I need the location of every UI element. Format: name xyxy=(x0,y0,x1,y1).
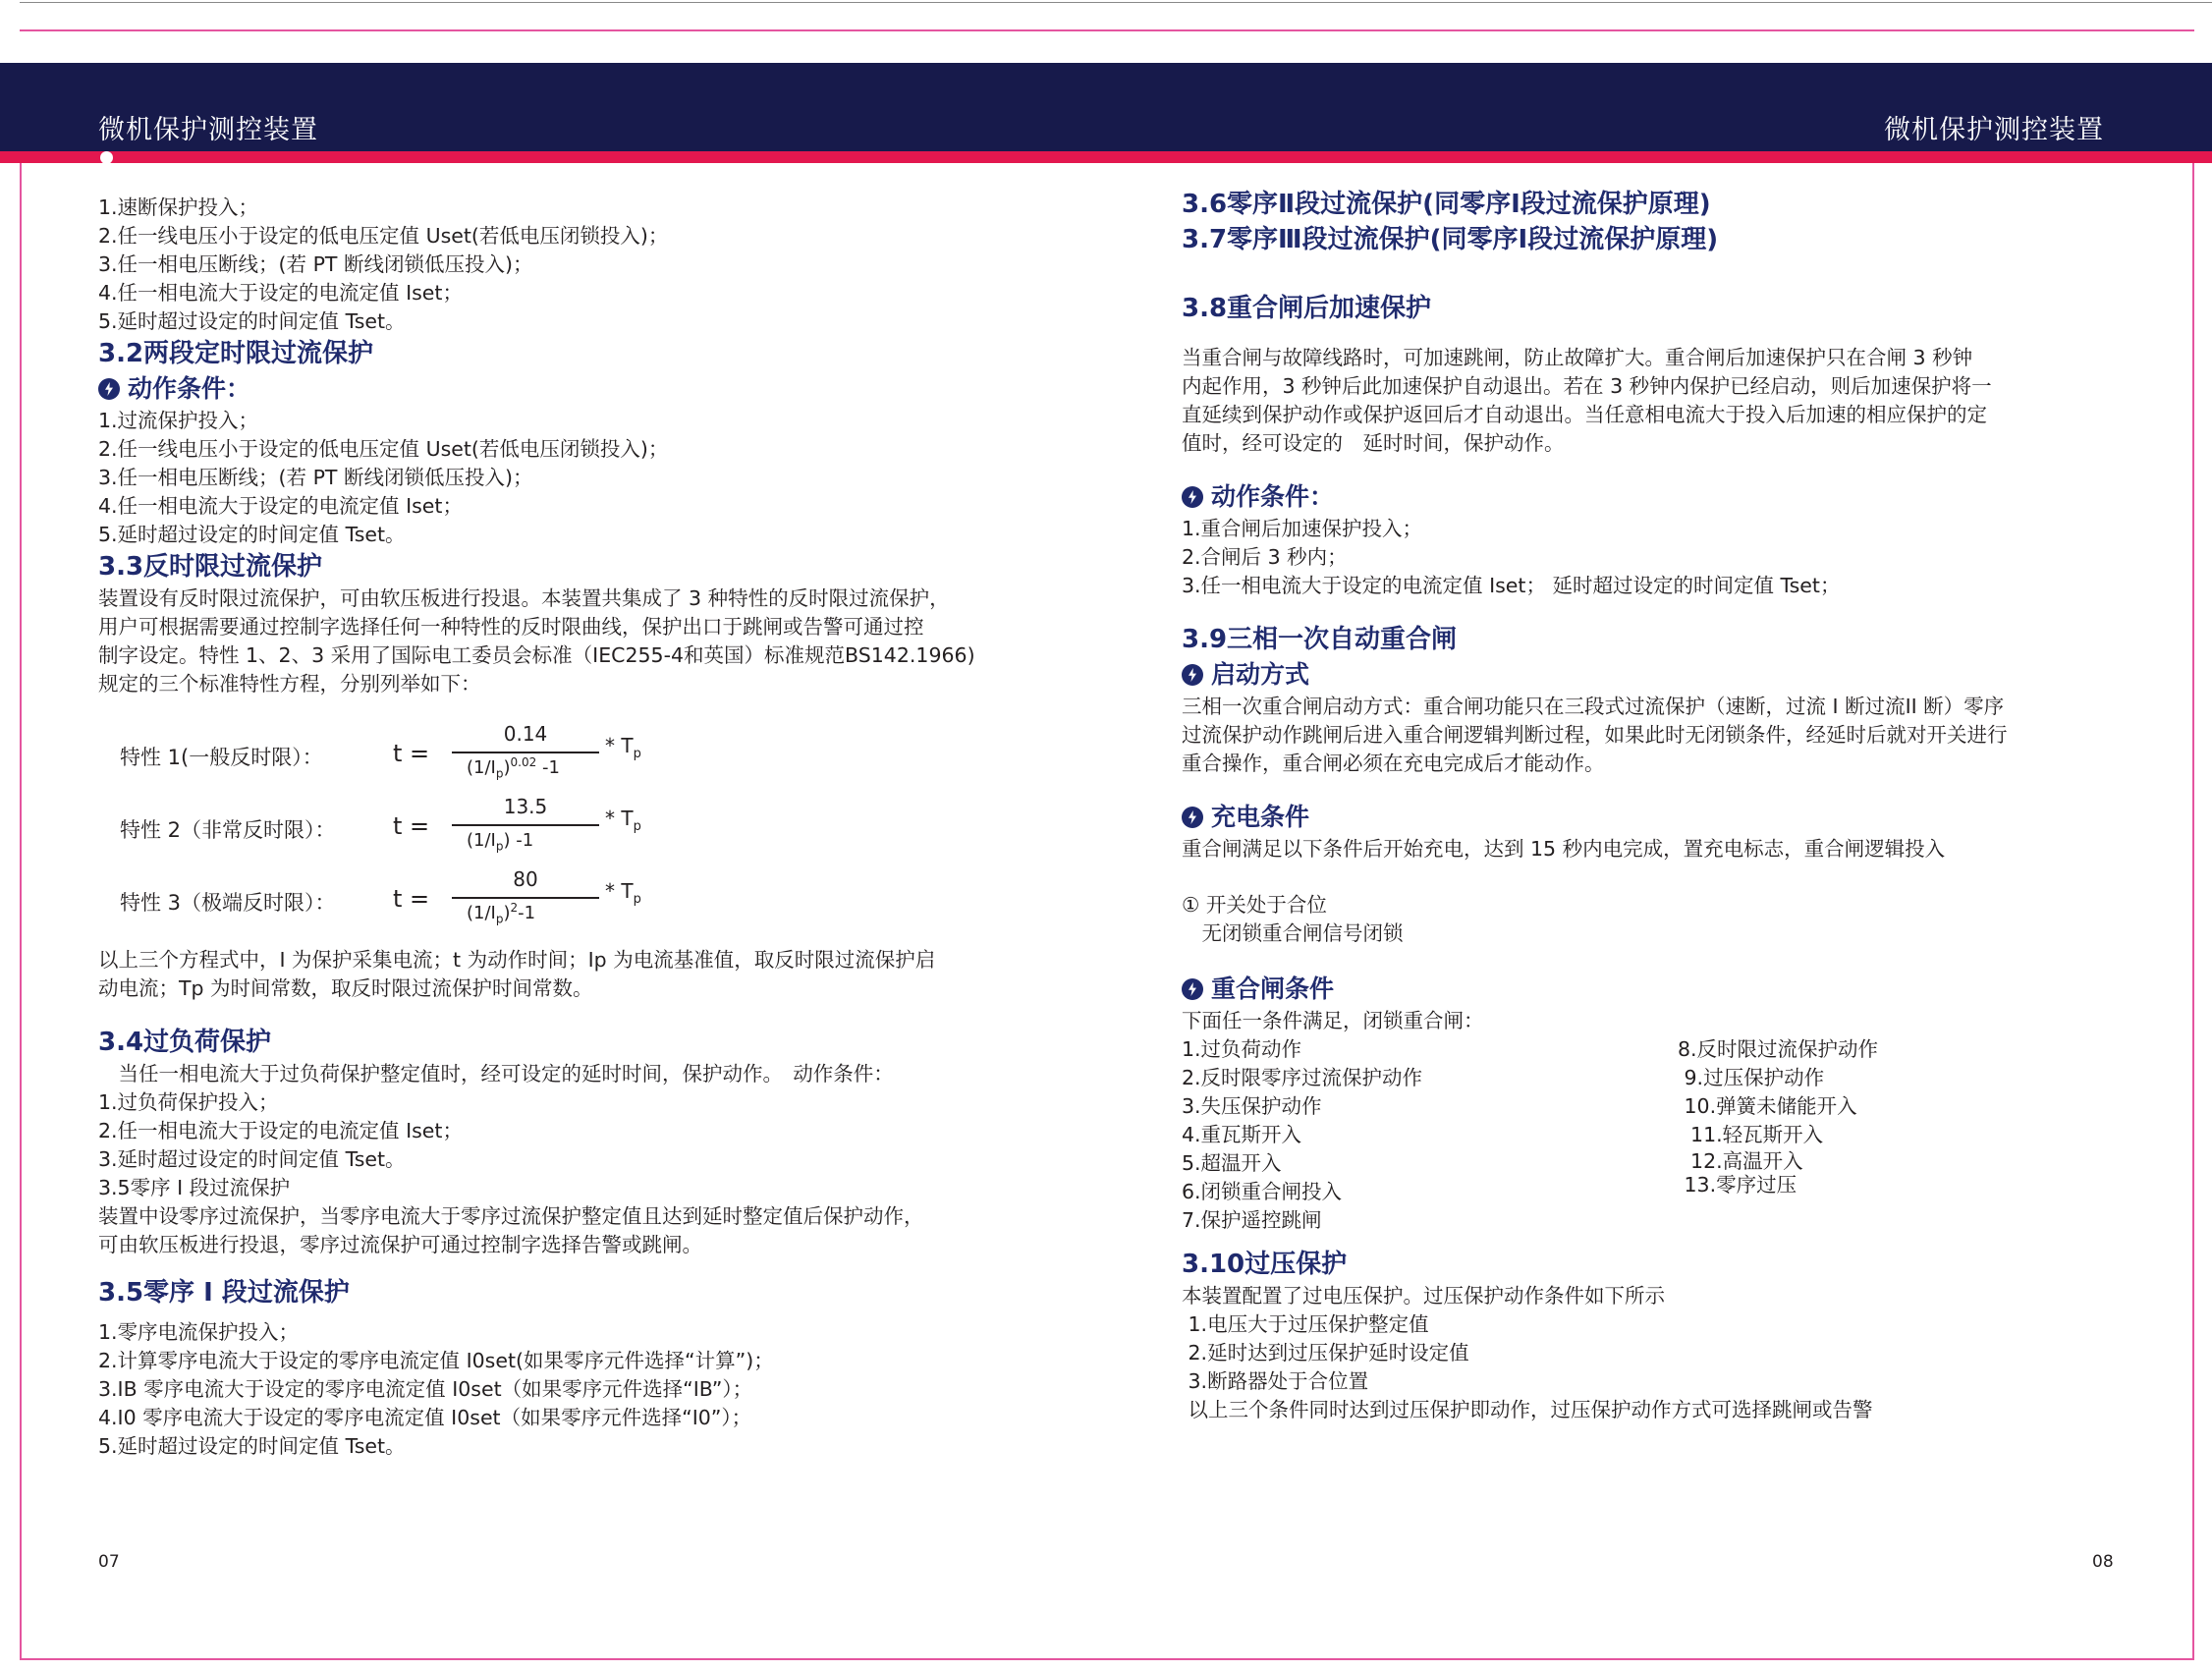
formula-numerator: 0.14 xyxy=(503,722,548,746)
formula-denominator: $(1/I_p)^2-1$ xyxy=(467,901,536,926)
list-item: 2.合闸后 3 秒内； xyxy=(1182,545,1348,569)
lightning-bullet-icon xyxy=(98,378,120,400)
subheading-reclose-conditions xyxy=(1182,972,2164,1007)
section-title-3-6: 3.6零序Ⅱ段过流保护(同零序Ⅰ段过流保护原理) xyxy=(1182,190,1711,219)
list-item: 3.延时超过设定的时间定值 Tset。 xyxy=(98,1147,406,1171)
list-item: 1.电压大于过压保护整定值 xyxy=(1182,1312,1429,1336)
list-item: 2.反时限零序过流保护动作 xyxy=(1182,1066,1423,1089)
subheading-label: 动作条件： xyxy=(1211,482,1335,511)
formula-multiplier: * $T_p$ xyxy=(605,879,641,907)
formula-lhs: t = xyxy=(393,740,430,767)
subheading-charge-conditions xyxy=(1182,800,2164,835)
section-title-3-4: 3.4过负荷保护 xyxy=(98,1028,272,1057)
formula-multiplier: * $T_p$ xyxy=(605,807,641,834)
list-item: 3.断路器处于合位置 xyxy=(1182,1369,1369,1393)
s33-paragraph xyxy=(98,585,1071,698)
list-item: 当任一相电流大于过负荷保护整定值时，经可设定的延时时间，保护动作。 动作条件： xyxy=(98,1062,894,1086)
fraction-bar xyxy=(452,897,599,899)
list-item: 4.任一相电流大于设定的电流定值 Iset； xyxy=(98,281,463,305)
s32-list xyxy=(98,407,1071,549)
list-item: 1.零序电流保护投入； xyxy=(98,1320,300,1344)
s39-charge-list xyxy=(1182,891,2164,948)
list-item: 1.过负荷动作 xyxy=(1182,1037,1302,1061)
page-number-left: 07 xyxy=(98,1552,120,1572)
list-item: 2.任一相电流大于设定的电流定值 Iset； xyxy=(98,1119,463,1142)
formula-block xyxy=(98,722,1071,940)
formula-2 xyxy=(98,795,1071,867)
subheading-label: 充电条件 xyxy=(1211,803,1310,831)
list-item: 1.过流保护投入； xyxy=(98,409,259,432)
formula-3 xyxy=(98,867,1071,940)
trim-line-right xyxy=(2192,63,2194,1659)
s310-list xyxy=(1182,1282,2164,1424)
fraction-bar xyxy=(452,824,599,826)
formula-multiplier: * $T_p$ xyxy=(605,734,641,761)
section-title-3-10: 3.10过压保护 xyxy=(1182,1250,1348,1279)
paragraph-line: 值时，经可设定的 延时时间，保护动作。 xyxy=(1182,431,1565,455)
fraction-bar xyxy=(452,752,599,753)
paragraph-line: 动电流；Tp 为时间常数，取反时限过流保护时间常数。 xyxy=(98,976,593,1000)
list-item: 5.延时超过设定的时间定值 Tset。 xyxy=(98,1434,406,1458)
list-item: 5.延时超过设定的时间定值 Tset。 xyxy=(98,309,406,333)
paragraph-line: 重合闸满足以下条件后开始充电，达到 15 秒内电完成，置充电标志，重合闸逻辑投入 xyxy=(1182,837,1946,861)
header-title-left: 微机保护测控装置 xyxy=(98,115,318,145)
s39-condition-columns xyxy=(1182,1035,2164,1235)
lightning-bullet-icon xyxy=(1182,807,1203,828)
list-item: 8.反时限过流保护动作 xyxy=(1678,1037,1879,1061)
s39-start-paragraph xyxy=(1182,693,2164,778)
list-item: 3.5零序 I 段过流保护 xyxy=(98,1176,291,1199)
s35-list xyxy=(98,1318,1071,1461)
lightning-bullet-icon xyxy=(1182,486,1203,508)
section-title-3-8: 3.8重合闸后加速保护 xyxy=(1182,294,1432,323)
s31-list xyxy=(98,194,1071,336)
section-title-3-5: 3.5零序 I 段过流保护 xyxy=(98,1278,350,1308)
list-item: 2.任一线电压小于设定的低电压定值 Uset(若低电压闭锁投入)； xyxy=(98,224,669,248)
list-item: 10.弹簧未储能开入 xyxy=(1678,1094,1857,1118)
list-item: 1.速断保护投入； xyxy=(98,195,259,219)
paragraph-line: 过流保护动作跳闸后进入重合闸逻辑判断过程，如果此时无闭锁条件，经延时后就对开关进行 xyxy=(1182,723,2008,747)
paragraph-line: 内起作用，3 秒钟后此加速保护自动退出。若在 3 秒钟内保护已经启动，则后加速保护将一 xyxy=(1182,374,1992,398)
subheading-label: 重合闸条件 xyxy=(1211,975,1335,1003)
subheading-label: 动作条件： xyxy=(128,374,251,403)
paragraph-line: 直延续到保护动作或保护返回后才自动退出。当任意相电流大于投入后加速的相应保护的定 xyxy=(1182,403,1987,426)
list-item: 可由软压板进行投退，零序过流保护可通过控制字选择告警或跳闸。 xyxy=(98,1233,702,1256)
condition-column-b xyxy=(1678,1035,2110,1235)
list-item: 3.任一相电流大于设定的电流定值 Iset； 延时超过设定的时间定值 Tset； xyxy=(1182,574,1841,597)
formula-numerator: 13.5 xyxy=(503,795,548,818)
paragraph-line: 装置设有反时限过流保护，可由软压板进行投退。本装置共集成了 3 种特性的反时限过流保护， xyxy=(98,586,950,610)
s34-list xyxy=(98,1060,1071,1259)
list-item: 无闭锁重合闸信号闭锁 xyxy=(1182,921,1404,945)
list-item: 1.过负荷保护投入； xyxy=(98,1090,279,1114)
list-item: 装置中设零序过流保护，当零序电流大于零序过流保护整定值且达到延时整定值后保护动作， xyxy=(98,1204,924,1228)
list-item: 12.高温开入 xyxy=(1678,1149,1803,1173)
list-item: 3.失压保护动作 xyxy=(1182,1094,1322,1118)
header-band xyxy=(0,63,2212,151)
list-item: 7.保护遥控跳闸 xyxy=(1182,1208,1322,1232)
subheading-start-mode xyxy=(1182,657,2164,693)
section-title-3-7: 3.7零序Ⅲ段过流保护(同零序Ⅰ段过流保护原理) xyxy=(1182,225,1719,254)
list-item: 2.延时达到过压保护延时设定值 xyxy=(1182,1341,1469,1365)
paragraph-line: 规定的三个标准特性方程，分别列举如下： xyxy=(98,672,481,696)
list-item: 5.超温开入 xyxy=(1182,1151,1282,1175)
list-item: 11.轻瓦斯开入 xyxy=(1678,1123,1824,1146)
list-item: 3.任一相电压断线；(若 PT 断线闭锁低压投入)； xyxy=(98,466,533,489)
formula-label: 特性 2（非常反时限）： xyxy=(120,818,336,842)
header-accent-line xyxy=(0,151,2212,163)
right-page xyxy=(1182,187,2164,1424)
list-item: 13.零序过压 xyxy=(1678,1173,1797,1197)
list-item: 6.闭锁重合闸投入 xyxy=(1182,1180,1343,1203)
paragraph-line: 重合操作，重合闸必须在充电完成后才能动作。 xyxy=(1182,752,1605,775)
page-number-right: 08 xyxy=(2092,1552,2114,1572)
list-item: 3.IB 零序电流大于设定的零序电流定值 I0set（如果零序元件选择“IB”）； xyxy=(98,1377,753,1401)
s38-paragraph xyxy=(1182,344,2164,458)
list-item: 1.重合闸后加速保护投入； xyxy=(1182,517,1423,540)
trim-line-bottom xyxy=(20,1658,2194,1660)
paragraph-line: 制字设定。特性 1、2、3 采用了国际电工委员会标准（IEC255-4和英国）标准规范BS142.1966) xyxy=(98,643,975,667)
list-item: 4.重瓦斯开入 xyxy=(1182,1123,1302,1146)
s38-list xyxy=(1182,515,2164,600)
list-item: 5.延时超过设定的时间定值 Tset。 xyxy=(98,523,406,546)
list-item: 4.任一相电流大于设定的电流定值 Iset； xyxy=(98,494,463,518)
trim-line-left xyxy=(20,63,22,1659)
paragraph-line: 下面任一条件满足，闭锁重合闸： xyxy=(1182,1009,1484,1032)
list-item: 2.任一线电压小于设定的低电压定值 Uset(若低电压闭锁投入)； xyxy=(98,437,669,461)
subheading-action-conditions xyxy=(1182,479,2164,515)
trim-line-top xyxy=(20,2,2212,3)
list-item: 3.任一相电压断线；(若 PT 断线闭锁低压投入)； xyxy=(98,252,533,276)
s33-after xyxy=(98,946,1071,1003)
section-title-3-2: 3.2两段定时限过流保护 xyxy=(98,339,374,368)
header-title-right: 微机保护测控装置 xyxy=(1884,115,2104,145)
formula-denominator: $(1/I_p)^{0.02}$ -1 xyxy=(467,755,560,781)
lightning-bullet-icon xyxy=(1182,978,1203,1000)
list-item: 4.I0 零序电流大于设定的零序电流定值 I0set（如果零序元件选择“I0”）； xyxy=(98,1406,752,1429)
paragraph-line: 三相一次重合闸启动方式：重合闸功能只在三段式过流保护（速断，过流 I 断过流II 断）零序 xyxy=(1182,695,2005,718)
formula-numerator: 80 xyxy=(513,867,538,891)
section-title-3-9: 3.9三相一次自动重合闸 xyxy=(1182,625,1458,654)
subheading-action-conditions xyxy=(98,371,1071,407)
section-title-3-3: 3.3反时限过流保护 xyxy=(98,552,323,582)
formula-denominator: $(1/I_p)$ -1 xyxy=(467,830,534,854)
trim-line-top-inner xyxy=(20,29,2194,31)
list-item: 本装置配置了过电压保护。过压保护动作条件如下所示 xyxy=(1182,1284,1665,1308)
paragraph-line: 以上三个方程式中，I 为保护采集电流；t 为动作时间；Ip 为电流基准值，取反时限过流保护启 xyxy=(98,948,936,972)
left-page xyxy=(98,194,1071,1461)
list-item: 2.计算零序电流大于设定的零序电流定值 I0set(如果零序元件选择“计算”)； xyxy=(98,1349,774,1372)
logo-icon xyxy=(100,151,113,164)
lightning-bullet-icon xyxy=(1182,664,1203,686)
formula-lhs: t = xyxy=(393,812,430,840)
list-item: 以上三个条件同时达到过压保护即动作，过压保护动作方式可选择跳闸或告警 xyxy=(1182,1398,1873,1421)
subheading-label: 启动方式 xyxy=(1211,660,1310,689)
list-item: ① 开关处于合位 xyxy=(1182,893,1327,917)
formula-lhs: t = xyxy=(393,885,430,913)
paragraph-line: 用户可根据需要通过控制字选择任何一种特性的反时限曲线，保护出口于跳闸或告警可通过控 xyxy=(98,615,924,639)
formula-1 xyxy=(98,722,1071,795)
formula-label: 特性 1(一般反时限）： xyxy=(120,746,323,769)
formula-label: 特性 3（极端反时限）： xyxy=(120,891,336,915)
condition-column-a xyxy=(1182,1035,1678,1235)
paragraph-line: 当重合闸与故障线路时，可加速跳闸，防止故障扩大。重合闸后加速保护只在合闸 3 秒钟 xyxy=(1182,346,1973,369)
list-item: 9.过压保护动作 xyxy=(1678,1066,1825,1089)
